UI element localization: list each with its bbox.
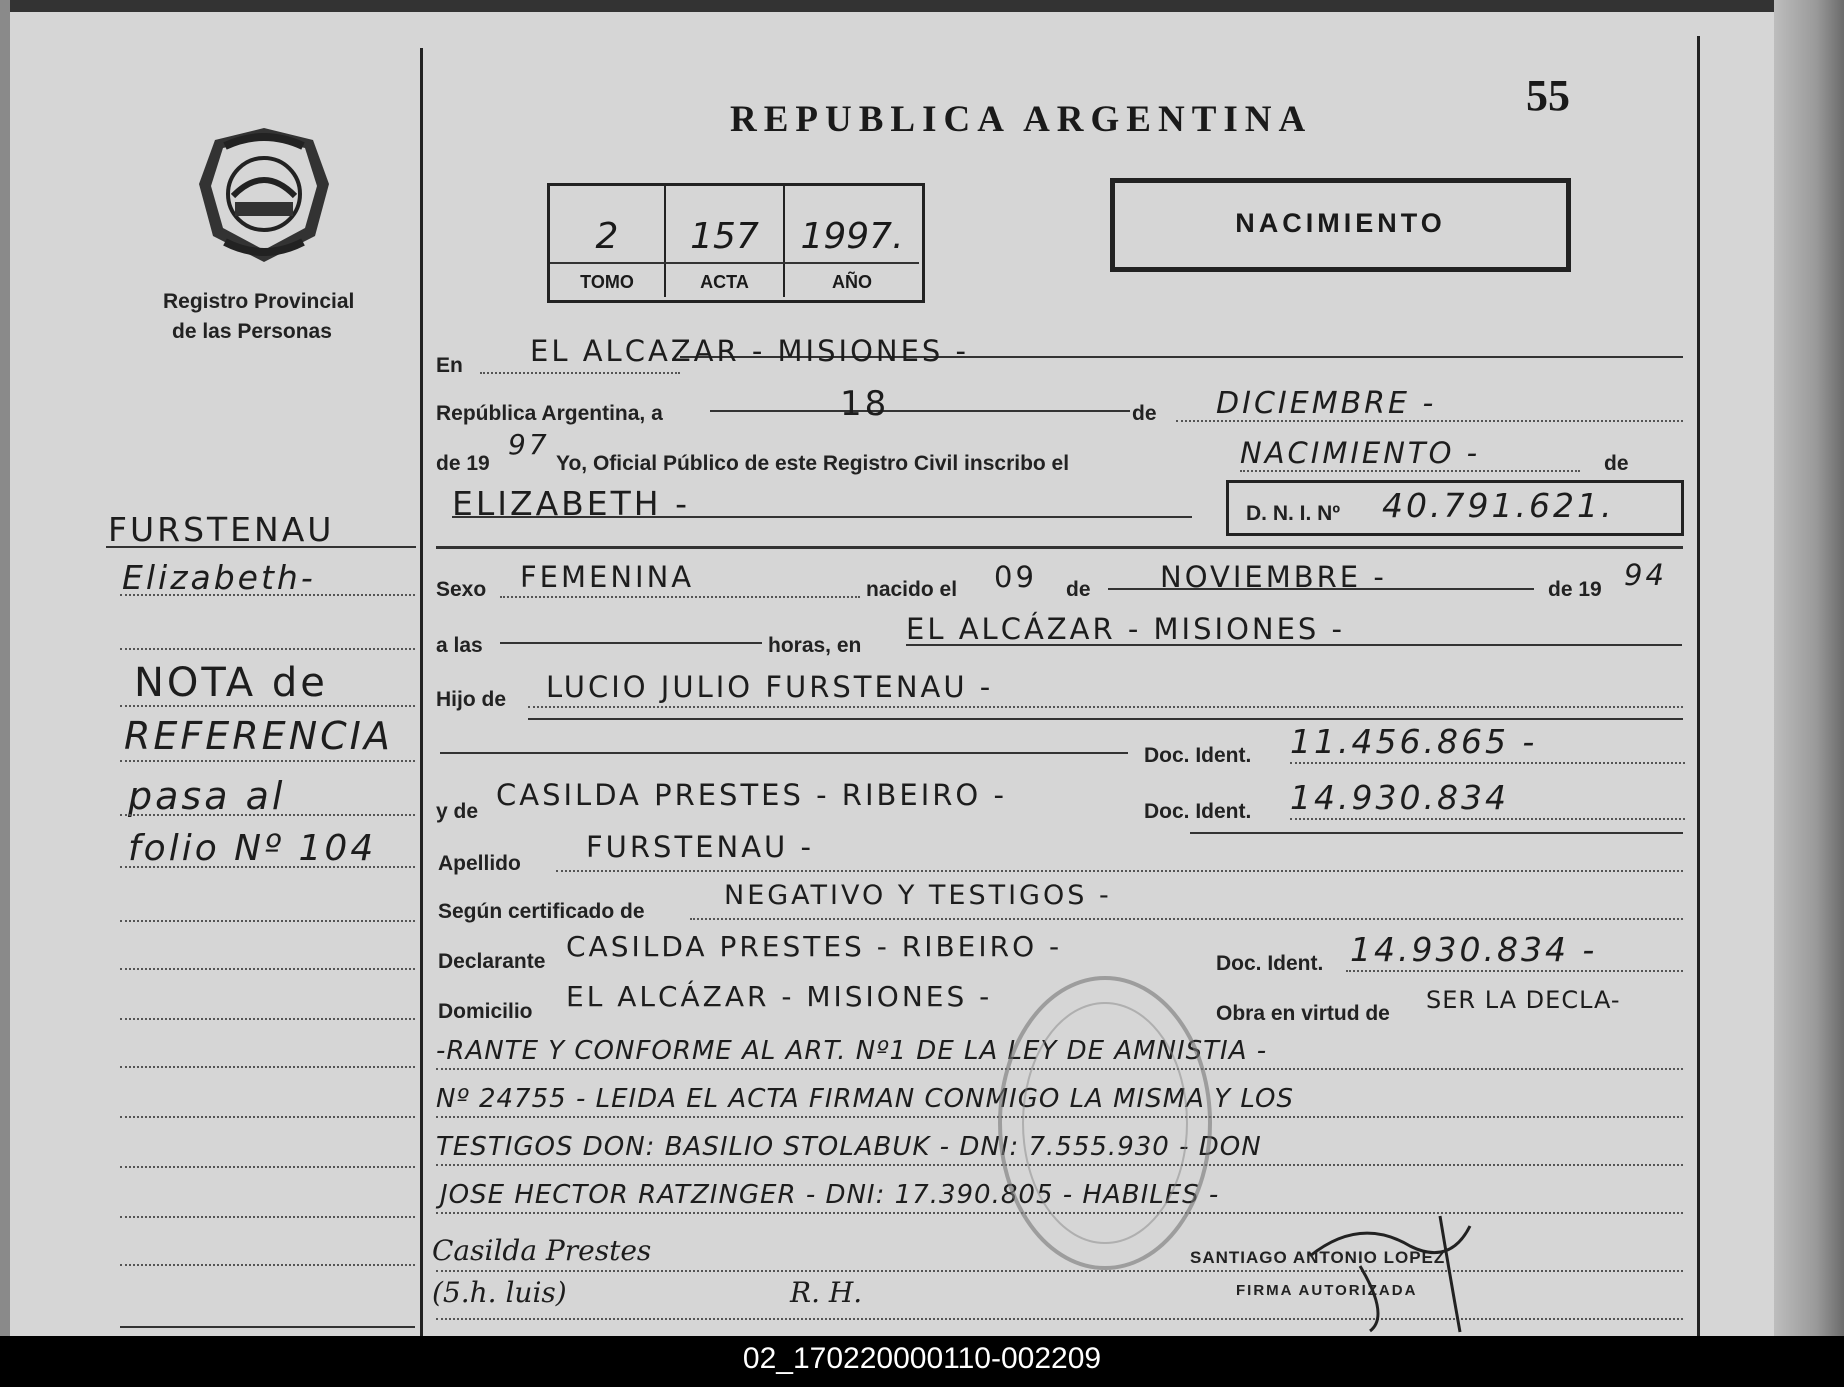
tomo-value: 2 [595,216,619,257]
domicilio-value: EL ALCÁZAR - MISIONES - [566,980,993,1013]
registration-day: 18 [840,384,890,424]
margin-line-11 [120,1116,415,1118]
declarant-signature: Casilda Prestes [432,1234,652,1267]
birth-registration-place: EL ALCAZAR - MISIONES - [530,334,970,368]
margin-surname-rule [106,546,416,548]
acta-value: 157 [690,216,759,257]
provincial-seal [195,124,333,266]
tomo-label: TOMO [580,272,634,292]
acta-label: ACTA [700,272,749,292]
margin-note-line1: NOTA de [134,660,328,706]
page-number: 55 [1526,71,1570,120]
margin-line-14 [120,1264,415,1266]
apellido-value: FURSTENAU - [586,830,814,864]
margin-note-line4: folio Nº 104 [128,828,377,869]
en-dotted-line [480,372,680,374]
apellido-line [556,870,1683,872]
margin-line-8 [120,968,415,970]
record-box-rule [550,262,919,264]
birth-month: NOVIEMBRE - [1160,560,1387,594]
dni-value: 40.791.621. [1382,486,1615,525]
mother-name: CASILDA PRESTES - RIBEIRO - [496,778,1007,812]
dni-label: D. N. I. Nº [1246,502,1341,525]
margin-bottom-rule [120,1326,415,1328]
form-divider [436,546,1683,549]
father-doc-line [1290,762,1685,764]
birth-place: EL ALCÁZAR - MISIONES - [906,612,1346,646]
registration-year: 97 [508,428,550,461]
segun-line [690,918,1683,920]
father-doc-blank-line [440,752,1128,754]
obra-value: SER LA DECLA- [1426,986,1621,1014]
declarante-value: CASILDA PRESTES - RIBEIRO - [566,930,1063,963]
father-doc: 11.456.865 - [1290,722,1538,761]
obra-label: Obra en virtud de [1216,1002,1390,1025]
margin-line-2 [120,648,415,650]
official-name: SANTIAGO ANTONIO LOPEZ [1190,1248,1446,1267]
hijo-label: Hijo de [436,688,507,711]
mother-doc-rule [1190,832,1683,834]
segun-label: Según certificado de [438,900,645,923]
domicilio-label: Domicilio [438,1000,533,1023]
margin-line-3 [120,705,415,707]
margin-note-line2: REFERENCIA [124,714,393,758]
margin-line-12 [120,1166,415,1168]
continuation-rule-6 [436,1318,1683,1320]
declarante-doc-line [1346,970,1683,972]
record-type-label: NACIMIENTO [1235,208,1446,238]
margin-line-9 [120,1018,415,1020]
country-title: REPUBLICA ARGENTINA [730,99,1313,140]
birth-day: 09 [994,560,1037,594]
act-type: NACIMIENTO - [1240,436,1481,470]
mother-doc-label: Doc. Ident. [1144,800,1252,823]
de-label: de [1132,402,1157,425]
margin-note-line3: pasa al [128,774,286,818]
en-label: En [436,354,463,377]
continuation-line-4: JOSE HECTOR RATZINGER - DNI: 17.390.805 - HABILES - [440,1180,1220,1210]
official-title: FIRMA AUTORIZADA [1236,1282,1418,1299]
yo-text: Yo, Oficial Público de este Registro Civil inscribo el [556,452,1070,475]
de2-label: de [1604,452,1629,475]
sexo-line [500,596,860,598]
father-line [528,706,1683,708]
mother-doc: 14.930.834 [1290,778,1509,817]
birth-year-prefix: de 19 [1548,578,1602,601]
page-left-edge [0,0,10,1336]
segun-value: NEGATIVO Y TESTIGOS - [724,880,1112,911]
margin-surname: FURSTENAU [108,510,335,549]
margin-line-13 [120,1216,415,1218]
rep-label: República Argentina, a [436,402,663,425]
margin-line-1 [120,594,415,596]
continuation-line-3: TESTIGOS DON: BASILIO STOLABUK - DNI: 7.555.930 - DON [436,1132,1262,1162]
act-type-line [1240,470,1580,472]
sexo-value: FEMENINA [520,560,695,594]
witness-signature: (5.h. luis) [432,1276,567,1309]
continuation-line-1: -RANTE Y CONFORME AL ART. Nº1 DE LA LEY DE AMNISTIA - [436,1036,1268,1066]
birth-year: 94 [1624,558,1667,592]
image-id: 02_170220000110-002209 [742,1342,1102,1375]
father-doc-label: Doc. Ident. [1144,744,1252,767]
apellido-label: Apellido [438,852,521,875]
registry-title-line1: Registro Provincial [163,290,355,313]
father-line-2 [528,718,1683,720]
hour-line [500,642,762,644]
margin-line-4 [120,760,415,762]
continuation-line-2: Nº 24755 - LEIDA EL ACTA FIRMAN CONMIGO LA MISMA Y LOS [436,1084,1294,1114]
page-right-edge [1774,0,1844,1336]
nacido-label: nacido el [866,578,958,601]
sexo-label: Sexo [436,578,487,601]
ano-value: 1997. [800,216,904,257]
mother-doc-line [1290,818,1685,820]
registered-name: ELIZABETH - [452,484,691,523]
margin-line-6 [120,866,415,868]
official-stamp [990,968,1220,1278]
declarante-label: Declarante [438,950,546,973]
margin-line-10 [120,1066,415,1068]
day-line [710,410,1130,412]
witness2-signature: R. H. [790,1276,863,1309]
horas-label: horas, en [768,634,862,657]
margin-given-name: Elizabeth- [122,558,316,597]
de3-label: de [1066,578,1091,601]
page-top-edge [0,0,1844,12]
a-las-label: a las [436,634,483,657]
margin-line-7 [120,920,415,922]
declarante-doc: 14.930.834 - [1350,930,1598,969]
declarante-doc-label: Doc. Ident. [1216,952,1324,975]
registry-title-line2: de las Personas [172,320,332,343]
year-prefix: de 19 [436,452,490,475]
form-right-border [1697,36,1700,1336]
margin-divider [420,48,423,1336]
margin-line-5 [120,814,415,816]
father-name: LUCIO JULIO FURSTENAU - [546,670,994,704]
ano-label: AÑO [832,272,872,292]
registration-month: DICIEMBRE - [1216,386,1437,421]
y-de-label: y de [436,800,479,823]
